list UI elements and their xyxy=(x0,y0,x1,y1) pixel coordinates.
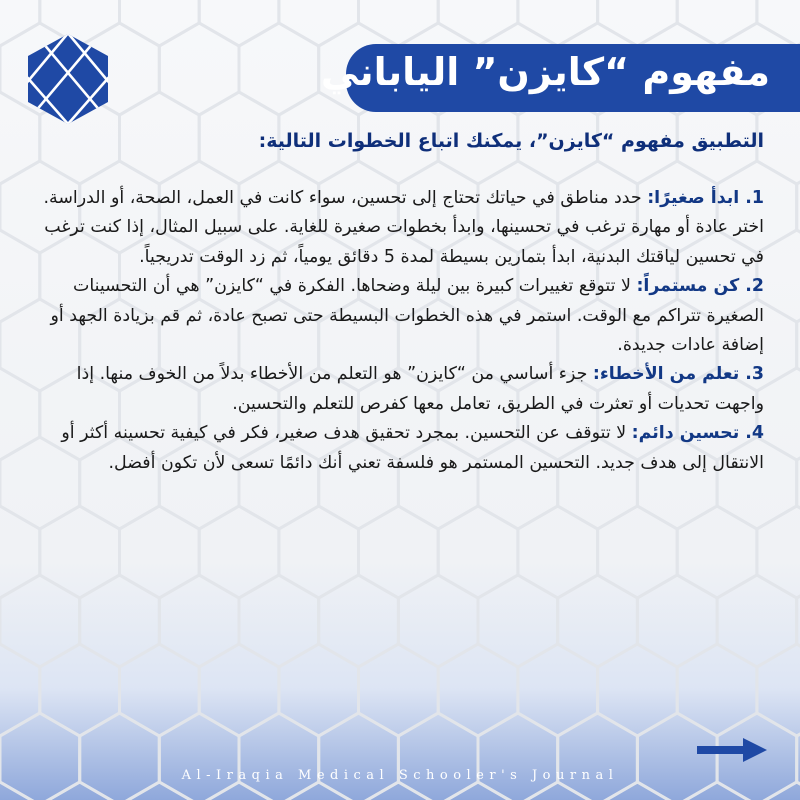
step-2-heading: 2. كن مستمراً: xyxy=(636,276,764,297)
step-4 xyxy=(36,419,764,478)
arrow-right-icon[interactable] xyxy=(697,736,767,764)
step-2-text: لا تتوقع تغييرات كبيرة بين ليلة وضحاها. الفكرة في “كايزن” هي أن التحسينات الصغيرة تتراكم مع الوقت. استمر في هذه الخطوات البسيطة حتى تصبح عادة، ثم قم بزيادة الجهد أو إضافة عادات جديدة. xyxy=(50,276,764,356)
step-1 xyxy=(36,184,764,272)
footer-journal-name: Al-Iraqia Medical Schooler's Journal xyxy=(181,768,619,783)
step-4-text: لا تتوقف عن التحسين. بمجرد تحقيق هدف صغير، فكر في كيفية تحسينه أكثر أو الانتقال إلى هدف جديد. التحسين المستمر هو فلسفة تعني أنك دائمًا تسعى لأن تكون أفضل. xyxy=(61,423,764,473)
page-title: مفهوم “كايزن” الياباني xyxy=(320,50,770,94)
step-3-text: جزء أساسي من “كايزن” هو التعلم من الأخطاء بدلاً من الخوف منها. إذا واجهت تحديات أو تعثرت في الطريق، تعامل معها كفرص للتعلم والتحسين. xyxy=(76,364,764,414)
step-2 xyxy=(36,272,764,360)
subtitle: التطبيق مفهوم “كايزن”، يمكنك اتباع الخطوات التالية: xyxy=(258,130,764,152)
step-3-heading: 3. تعلم من الأخطاء: xyxy=(592,364,764,385)
step-1-heading: 1. ابدأ صغيرًا: xyxy=(647,188,764,208)
title-banner xyxy=(320,44,800,112)
step-1-text: حدد مناطق في حياتك تحتاج إلى تحسين، سواء كانت في العمل، الصحة، أو الدراسة. اختر عادة أو مهارة ترغب في تحسينها، وابدأ بخطوات صغيرة للغاية. على سبيل المثال، إذا كنت ترغب في تحسين لياقتك البدنية، ابدأ بتمارين بسيطة لمدة 5 دقائق يومياً، ثم زد الوقت تدريجياً. xyxy=(43,188,764,267)
step-4-heading: 4. تحسين دائم: xyxy=(631,423,764,444)
hexagon-lattice-logo xyxy=(22,30,114,128)
step-3 xyxy=(36,360,764,419)
article-body xyxy=(36,126,764,478)
